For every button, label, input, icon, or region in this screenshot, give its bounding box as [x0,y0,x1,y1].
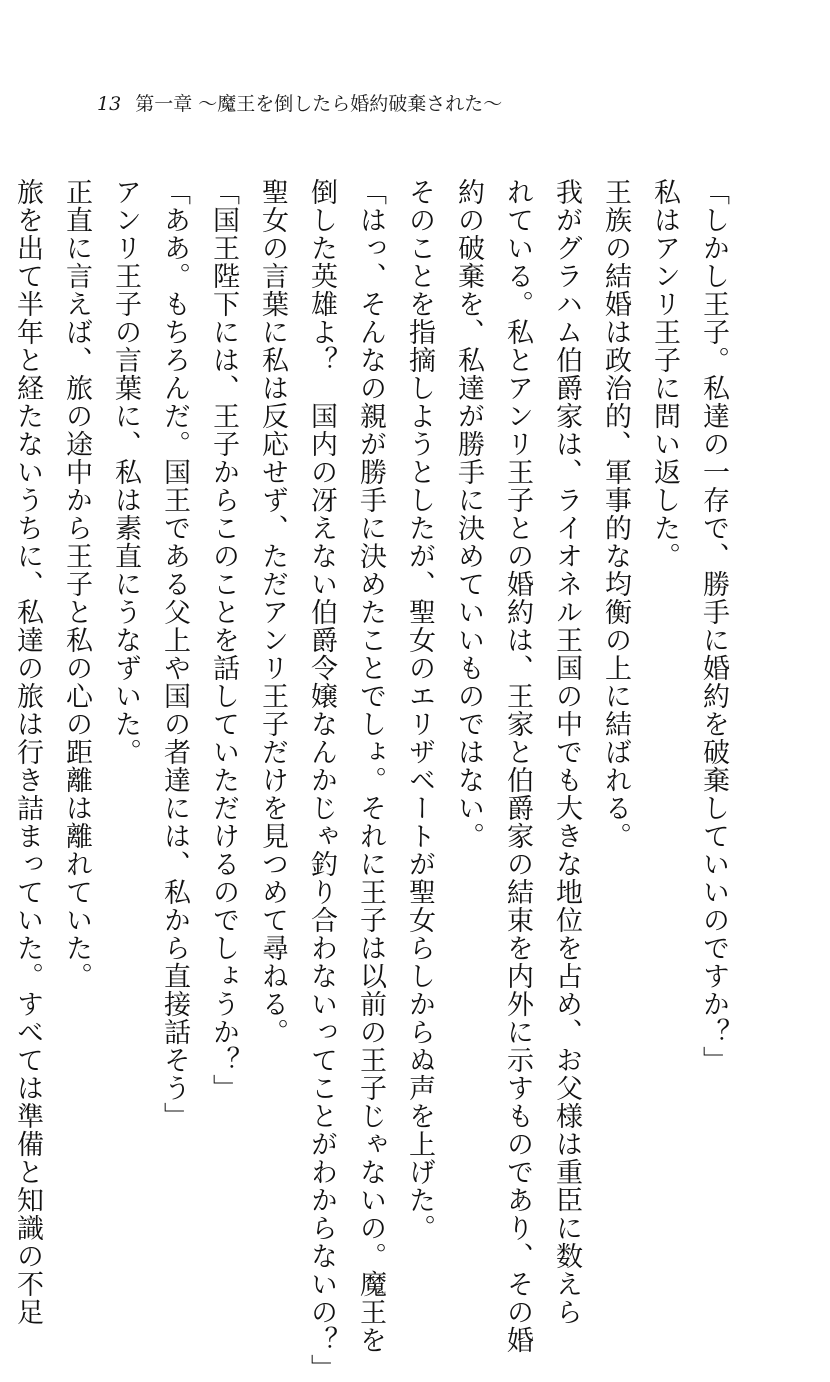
text-line: 約の破棄を、私達が勝手に決めていいものではない。 [453,178,484,850]
running-title: 第一章 ～魔王を倒したら婚約破棄された～ [135,93,503,115]
page-number: 13 [97,93,122,115]
text-line: アンリ王子の言葉に、私は素直にうなずいた。 [110,178,141,766]
text-line: 王族の結婚は政治的、軍事的な均衡の上に結ばれる。 [600,178,631,850]
text-line: 我がグラハム伯爵家は、ライオネル王国の中でも大きな地位を占め、お父様は重臣に数えら [551,178,582,1326]
text-line: 「しかし王子。私達の一存で、勝手に婚約を破棄していいのですか？」 [698,178,729,1074]
text-line: 正直に言えば、旅の途中から王子と私の心の距離は離れていた。 [61,178,92,990]
text-line: 倒した英雄よ？ 国内の冴えない伯爵令嬢なんかじゃ釣り合わないってことがわからないの？」 [306,178,337,1382]
text-line [0,178,3,1128]
text-line: 聖女の言葉に私は反応せず、ただアンリ王子だけを見つめて尋ねる。 [257,178,288,1046]
text-line: そのことを指摘しようとしたが、聖女のエリザベートが聖女らしからぬ声を上げた。 [404,178,435,1242]
running-header [97,92,502,116]
text-line: れている。私とアンリ王子との婚約は、王家と伯爵家の結束を内外に示すものであり、その婚 [502,178,533,1354]
text-line: 私はアンリ王子に問い返した。 [649,178,680,570]
text-line: 「国王陛下には、王子からこのことを話していただけるのでしょうか？」 [208,178,239,1102]
text-line: 旅を出て半年と経たないうちに、私達の旅は行き詰まっていた。すべては準備と知識の不足 [12,178,43,1326]
text-line: 「はっ、そんなの親が勝手に決めたことでしょ。それに王子は以前の王子じゃないの。魔王を [355,178,386,1354]
vertical-body-text [0,178,738,1382]
text-line: 「ああ。もちろんだ。国王である父上や国の者達には、私から直接話そう」 [159,178,190,1130]
